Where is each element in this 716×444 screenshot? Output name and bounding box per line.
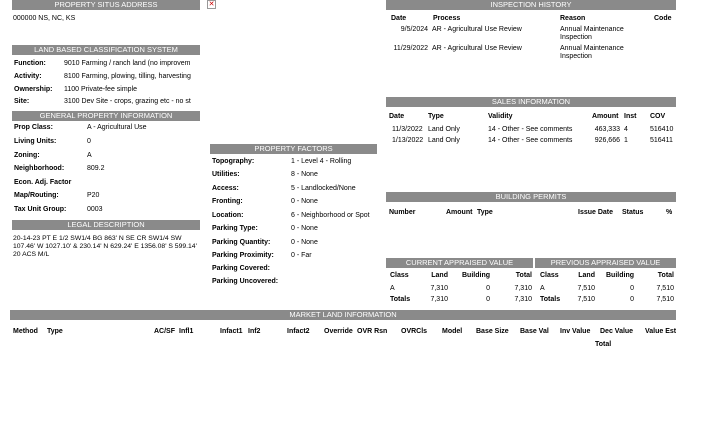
market-col: Value Est bbox=[645, 328, 677, 335]
factor-label: Parking Type: bbox=[212, 225, 258, 232]
sales-date: 1/13/2022 bbox=[392, 137, 424, 144]
factor-value: 6 - Neighborhood or Spot bbox=[291, 212, 370, 219]
general-label: Living Units: bbox=[14, 138, 57, 145]
sales-type: Land Only bbox=[428, 137, 460, 144]
factor-label: Parking Quantity: bbox=[212, 239, 271, 246]
current-col-land: Land bbox=[431, 272, 448, 279]
inspection-date: 9/5/2024 bbox=[400, 26, 428, 33]
general-label: Neighborhood: bbox=[14, 165, 65, 172]
land-class-label: Activity: bbox=[14, 73, 42, 80]
factor-label: Parking Uncovered: bbox=[212, 278, 279, 285]
factor-value: 1 - Level 4 - Rolling bbox=[291, 158, 352, 165]
inspection-col-date: Date bbox=[391, 15, 407, 22]
general-label: Econ. Adj. Factor bbox=[14, 179, 72, 186]
market-col: Inf2 bbox=[248, 328, 261, 335]
market-col: Infact1 bbox=[220, 328, 243, 335]
factor-label: Topography: bbox=[212, 158, 255, 165]
factor-value: 0 - None bbox=[291, 239, 318, 246]
inspection-reason: Annual Maintenance bbox=[560, 26, 624, 33]
sales-cov[interactable]: 516411 bbox=[650, 137, 673, 144]
previous-total: 7,510 bbox=[656, 285, 674, 292]
legal-header: LEGAL DESCRIPTION bbox=[12, 220, 200, 230]
market-col: Base Size bbox=[476, 328, 509, 335]
general-label: Map/Routing: bbox=[14, 192, 59, 199]
general-value: A bbox=[87, 152, 92, 159]
permits-col-issue-date: Issue Date bbox=[578, 209, 614, 216]
sales-date: 11/3/2022 bbox=[392, 126, 423, 133]
permits-col-amount: Amount bbox=[446, 209, 473, 216]
permits-col-percent: % bbox=[666, 209, 673, 216]
current-building: 0 bbox=[486, 296, 490, 303]
general-header: GENERAL PROPERTY INFORMATION bbox=[12, 111, 200, 121]
general-value: P20 bbox=[87, 192, 100, 199]
sales-validity: 14 - Other - See comments bbox=[488, 137, 573, 144]
land-class-label: Ownership: bbox=[14, 86, 53, 93]
market-col: Model bbox=[442, 328, 463, 335]
general-value: 0003 bbox=[87, 206, 103, 213]
factor-value: 5 - Landlocked/None bbox=[291, 185, 356, 192]
inspection-col-code: Code bbox=[654, 15, 672, 22]
sales-col-inst: Inst bbox=[624, 113, 637, 120]
permits-col-status: Status bbox=[622, 209, 644, 216]
sales-inst: 1 bbox=[624, 137, 628, 144]
previous-building: 0 bbox=[630, 285, 634, 292]
factor-value: 0 - Far bbox=[291, 252, 312, 259]
general-value: 0 bbox=[87, 138, 91, 145]
inspection-header: INSPECTION HISTORY bbox=[386, 0, 676, 10]
previous-total: 7,510 bbox=[656, 296, 674, 303]
market-col: Method bbox=[13, 328, 38, 335]
sales-col-validity: Validity bbox=[488, 113, 513, 120]
general-value: 809.2 bbox=[87, 165, 105, 172]
inspection-date: 11/29/2022 bbox=[393, 45, 428, 52]
inspection-col-reason: Reason bbox=[560, 15, 586, 22]
previous-col-building: Building bbox=[606, 272, 634, 279]
situs-header: PROPERTY SITUS ADDRESS bbox=[12, 0, 200, 10]
current-land: 7,310 bbox=[430, 285, 448, 292]
previous-land: 7,510 bbox=[577, 296, 595, 303]
market-col: Infl1 bbox=[179, 328, 194, 335]
land-class-label: Function: bbox=[14, 60, 46, 67]
sales-col-date: Date bbox=[389, 113, 405, 120]
market-col: Dec Value bbox=[600, 328, 634, 335]
land-class-value: 9010 Farming / ranch land (no improvem bbox=[64, 60, 191, 67]
sales-header: SALES INFORMATION bbox=[386, 97, 676, 107]
factors-header: PROPERTY FACTORS bbox=[210, 144, 377, 154]
factor-label: Location: bbox=[212, 212, 244, 219]
market-col: Inv Value bbox=[560, 328, 591, 335]
close-icon[interactable]: ✕ bbox=[208, 1, 215, 8]
inspection-process: AR - Agricultural Use Review bbox=[432, 45, 522, 52]
inspection-reason: Inspection bbox=[560, 53, 592, 60]
inspection-col-process: Process bbox=[433, 15, 461, 22]
factor-value: 8 - None bbox=[291, 171, 318, 178]
land-class-header: LAND BASED CLASSIFICATION SYSTEM bbox=[12, 45, 200, 55]
previous-class: Totals bbox=[540, 296, 561, 303]
inspection-process: AR - Agricultural Use Review bbox=[432, 26, 522, 33]
current-total: 7,310 bbox=[514, 285, 532, 292]
market-col: AC/SF bbox=[154, 328, 175, 335]
previous-col-total: Total bbox=[657, 272, 674, 279]
factor-label: Access: bbox=[212, 185, 239, 192]
current-class: A bbox=[390, 285, 395, 292]
general-label: Prop Class: bbox=[14, 124, 53, 131]
current-col-class: Class bbox=[390, 272, 409, 279]
factor-label: Utilities: bbox=[212, 171, 240, 178]
general-value: A - Agricultural Use bbox=[87, 124, 147, 131]
sales-type: Land Only bbox=[428, 126, 460, 133]
sales-col-type: Type bbox=[428, 113, 444, 120]
current-header: CURRENT APPRAISED VALUE bbox=[386, 258, 533, 268]
legal-text: 20-14-23 PT E 1/2 SW1/4 BG 863' N SE CR SW1/4 SW 107.46' W 1027.10' & 230.14' N 629.24' E 1356.08' S 599.14' 20 ACS M/L bbox=[13, 235, 197, 258]
general-label: Tax Unit Group: bbox=[14, 206, 67, 213]
inspection-reason: Inspection bbox=[560, 34, 592, 41]
previous-header: PREVIOUS APPRAISED VALUE bbox=[535, 258, 676, 268]
market-header: MARKET LAND INFORMATION bbox=[10, 310, 676, 320]
permits-header: BUILDING PERMITS bbox=[386, 192, 676, 202]
previous-building: 0 bbox=[630, 296, 634, 303]
sales-amount: 463,333 bbox=[594, 126, 620, 133]
factor-value: 0 - None bbox=[291, 198, 318, 205]
previous-land: 7,510 bbox=[577, 285, 595, 292]
sales-inst: 4 bbox=[624, 126, 628, 133]
current-col-building: Building bbox=[462, 272, 490, 279]
factor-value: 0 - None bbox=[291, 225, 318, 232]
market-col: Base Val bbox=[520, 328, 549, 335]
factor-label: Parking Covered: bbox=[212, 265, 270, 272]
sales-col-cov: COV bbox=[650, 113, 666, 120]
current-land: 7,310 bbox=[430, 296, 448, 303]
inspection-reason: Annual Maintenance bbox=[560, 45, 624, 52]
market-col: Infact2 bbox=[287, 328, 310, 335]
situs-address: 000000 NS, NC, KS bbox=[13, 15, 76, 22]
sales-amount: 926,666 bbox=[594, 137, 620, 144]
permits-col-type: Type bbox=[477, 209, 493, 216]
market-col: OVRCls bbox=[401, 328, 428, 335]
current-total: 7,310 bbox=[514, 296, 532, 303]
current-class: Totals bbox=[390, 296, 411, 303]
market-total-label: Total bbox=[595, 341, 612, 348]
factor-label: Parking Proximity: bbox=[212, 252, 274, 259]
market-col: OVR Rsn bbox=[357, 328, 388, 335]
general-label: Zoning: bbox=[14, 152, 40, 159]
current-building: 0 bbox=[486, 285, 490, 292]
market-col: Override bbox=[324, 328, 353, 335]
sales-col-amount: Amount bbox=[592, 113, 619, 120]
land-class-label: Site: bbox=[14, 98, 30, 105]
factor-label: Fronting: bbox=[212, 198, 243, 205]
land-class-value: 1100 Private-fee simple bbox=[64, 86, 138, 93]
sales-validity: 14 - Other - See comments bbox=[488, 126, 573, 133]
previous-col-land: Land bbox=[578, 272, 595, 279]
market-col: Type bbox=[47, 328, 63, 335]
previous-col-class: Class bbox=[540, 272, 559, 279]
previous-class: A bbox=[540, 285, 545, 292]
sales-cov[interactable]: 516410 bbox=[650, 126, 674, 133]
land-class-value: 8100 Farming, plowing, tilling, harvesting bbox=[64, 73, 191, 80]
land-class-value: 3100 Dev Site - crops, grazing etc - no st bbox=[64, 98, 191, 105]
permits-col-number: Number bbox=[389, 209, 416, 216]
current-col-total: Total bbox=[515, 272, 532, 279]
